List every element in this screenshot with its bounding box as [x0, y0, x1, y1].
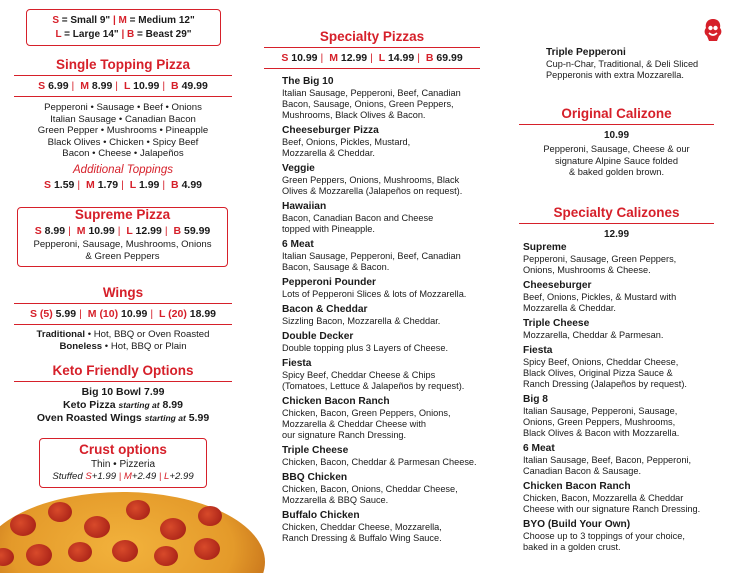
list-item: Fiesta Spicy Beef, Onions, Cheddar Cheese, Black Olives, Original Pizza Sauce & Ranch Dressing (Jalapeños by request). [523, 345, 687, 389]
list-item: 6 Meat Italian Sausage, Beef, Bacon, Pepperoni, Canadian Bacon & Sausage. [523, 443, 692, 476]
size-label: = Large 14" [64, 29, 119, 40]
wings-traditional-line: Traditional • Hot, BBQ or Oven Roasted [36, 329, 210, 340]
crust-stuffed-line: Stuffed S+1.99 | M+2.49 | L+2.99 [52, 471, 194, 482]
additional-toppings-prices: S 1.59 | M 1.79 | L 1.99 | B 4.99 [44, 178, 202, 191]
supreme-pizza-title: Supreme Pizza [74, 207, 171, 222]
calzone-desc-line: & baked golden brown. [568, 167, 665, 177]
specialty-pizzas-section [264, 29, 480, 69]
topping-list-line: Bacon • Cheese • Jalapeños [62, 148, 184, 160]
list-item: Cheeseburger Pizza Beef, Onions, Pickles, Mustard, Mozzarella & Cheddar. [282, 125, 411, 158]
wings-boneless-line: Boneless • Hot, BBQ or Plain [59, 340, 187, 352]
size-label: = Beast 29" [137, 29, 192, 40]
divider [519, 223, 714, 224]
keto-title: Keto Friendly Options [52, 363, 194, 378]
single-topping-section [14, 57, 232, 191]
divider [14, 303, 232, 304]
wings-section [14, 285, 232, 352]
triple-pepperoni-item [546, 47, 726, 81]
size-code: L [55, 29, 62, 40]
list-item: Bacon & Cheddar Sizzling Bacon, Mozzarella & Cheddar. [282, 304, 441, 326]
size-key-line-2: L = Large 14" | B = Beast 29" [55, 29, 192, 40]
crust-title: Crust options [79, 442, 167, 457]
size-label: = Medium 12" [129, 15, 195, 26]
specialty-calzones-price: 12.99 [603, 229, 630, 240]
brand-logo-icon [703, 18, 723, 42]
list-item: BBQ Chicken Chicken, Bacon, Onions, Cheddar Cheese, Mozzarella & BBQ Sauce. [282, 472, 458, 505]
list-item: Buffalo Chicken Chicken, Cheddar Cheese, Mozzarella, Ranch Dressing & Buffalo Wing Sauce. [282, 510, 442, 543]
calzone-desc-line: Pepperoni, Sausage, Cheese & our [543, 144, 690, 154]
keto-item: Keto Pizza starting at 8.99 [63, 399, 183, 411]
list-item: Pepperoni Pounder Lots of Pepperoni Slices & lots of Mozzarella. [282, 277, 467, 299]
calzone-price: 10.99 [603, 130, 630, 141]
list-item: Double Decker Double topping plus 3 Layers of Cheese. [282, 331, 448, 353]
topping-list-line: Italian Sausage • Canadian Bacon [50, 113, 196, 125]
list-item: Chicken Bacon Ranch Chicken, Bacon, Green Peppers, Onions, Mozzarella & Cheddar Cheese with our signature Ranch Dressing. [282, 396, 451, 440]
list-item: Triple Cheese Chicken, Bacon, Cheddar & Parmesan Cheese. [282, 445, 477, 467]
list-item: Fiesta Spicy Beef, Cheddar Cheese & Chips (Tomatoes, Lettuce & Jalapeños by request). [282, 358, 465, 391]
topping-list-line: Green Pepper • Mushrooms • Pineapple [37, 125, 209, 137]
list-item: Chicken Bacon Ranch Chicken, Bacon, Mozzarella & Cheddar Cheese with our signature Ranch Dressing. [523, 481, 701, 514]
topping-list-line: Pepperoni • Sausage • Beef • Onions [44, 102, 202, 113]
divider [14, 381, 232, 382]
crust-options-box [39, 438, 207, 488]
specialty-pizzas-title: Specialty Pizzas [319, 29, 425, 44]
list-item: Supreme Pepperoni, Sausage, Green Peppers, Onions, Mushrooms & Cheese. [523, 242, 677, 275]
topping-list-line: Black Olives • Chicken • Spicy Beef [47, 136, 199, 148]
keto-item: Big 10 Bowl 7.99 [81, 386, 165, 398]
list-item: 6 Meat Italian Sausage, Pepperoni, Beef, Canadian Bacon, Sausage & Bacon. [282, 239, 461, 272]
item-desc: Cup-n-Char, Traditional, & Deli Sliced [546, 59, 699, 69]
crust-options-text: Thin • Pizzeria [90, 459, 156, 470]
list-item: Cheeseburger Beef, Onions, Pickles, & Mustard with Mozzarella & Cheddar. [523, 280, 677, 313]
keto-section [14, 363, 232, 425]
specialty-pizza-list [282, 76, 487, 544]
single-topping-title: Single Topping Pizza [56, 57, 190, 72]
supreme-pizza-prices: S 8.99 | M 10.99 | L 12.99 | B 59.99 [34, 225, 211, 237]
list-item: The Big 10 Italian Sausage, Pepperoni, Beef, Canadian Bacon, Sausage, Onions, Green Peppers, Mushrooms, Black Olives & Bacon. [282, 76, 461, 120]
divider [14, 75, 232, 76]
wings-prices: S (5) 5.99 | M (10) 10.99 | L (20) 18.99 [29, 308, 217, 320]
wings-title: Wings [102, 285, 144, 300]
supreme-pizza-box [17, 207, 228, 267]
specialty-calzones-title: Specialty Calizones [553, 205, 680, 220]
specialty-pizzas-prices: S 10.99 | M 12.99 | L 14.99 | B 69.99 [281, 52, 463, 64]
size-code: B [127, 29, 135, 40]
specialty-calzone-list [523, 242, 723, 553]
pepperoni-pizza-image [0, 492, 265, 573]
divider [14, 96, 232, 97]
additional-toppings-title: Additional Toppings [73, 163, 173, 176]
divider [264, 47, 480, 48]
calzone-desc-line: signature Alpine Sauce folded [554, 155, 679, 166]
list-item: Triple Cheese Mozzarella, Cheddar & Parmesan. [523, 318, 664, 340]
size-label: = Small 9" [61, 15, 111, 26]
original-calzone-section [519, 106, 714, 179]
supreme-desc-line: & Green Peppers [85, 250, 160, 262]
divider [264, 68, 480, 69]
list-item: Big 8 Italian Sausage, Pepperoni, Sausage, Onions, Green Peppers, Mushrooms, Black Olives & Bacon with Mozzarella. [523, 394, 680, 438]
list-item: Veggie Green Peppers, Onions, Mushrooms, Black Olives & Mozzarella (Jalapeños on request). [282, 163, 463, 196]
single-topping-prices: S 6.99 | M 8.99 | L 10.99 | B 49.99 [38, 80, 208, 92]
item-name: Triple Pepperoni [546, 47, 626, 58]
size-key-box [26, 9, 221, 46]
list-item: Hawaiian Bacon, Canadian Bacon and Cheese topped with Pineapple. [282, 201, 434, 234]
item-desc: Pepperonis with extra Mozzarella. [546, 70, 684, 80]
keto-item: Oven Roasted Wings starting at 5.99 [36, 412, 210, 424]
supreme-desc-line: Pepperoni, Sausage, Mushrooms, Onions [33, 239, 212, 250]
divider [14, 324, 232, 325]
size-code: S [52, 15, 59, 26]
list-item: BYO (Build Your Own) Choose up to 3 toppings of your choice, baked in a golden crust. [523, 519, 685, 552]
original-calzone-title: Original Calizone [561, 106, 672, 121]
size-key-line-1: S = Small 9" | M = Medium 12" [52, 15, 195, 26]
specialty-calzones-section [519, 205, 714, 240]
size-code: M [118, 15, 127, 26]
divider [519, 124, 714, 125]
